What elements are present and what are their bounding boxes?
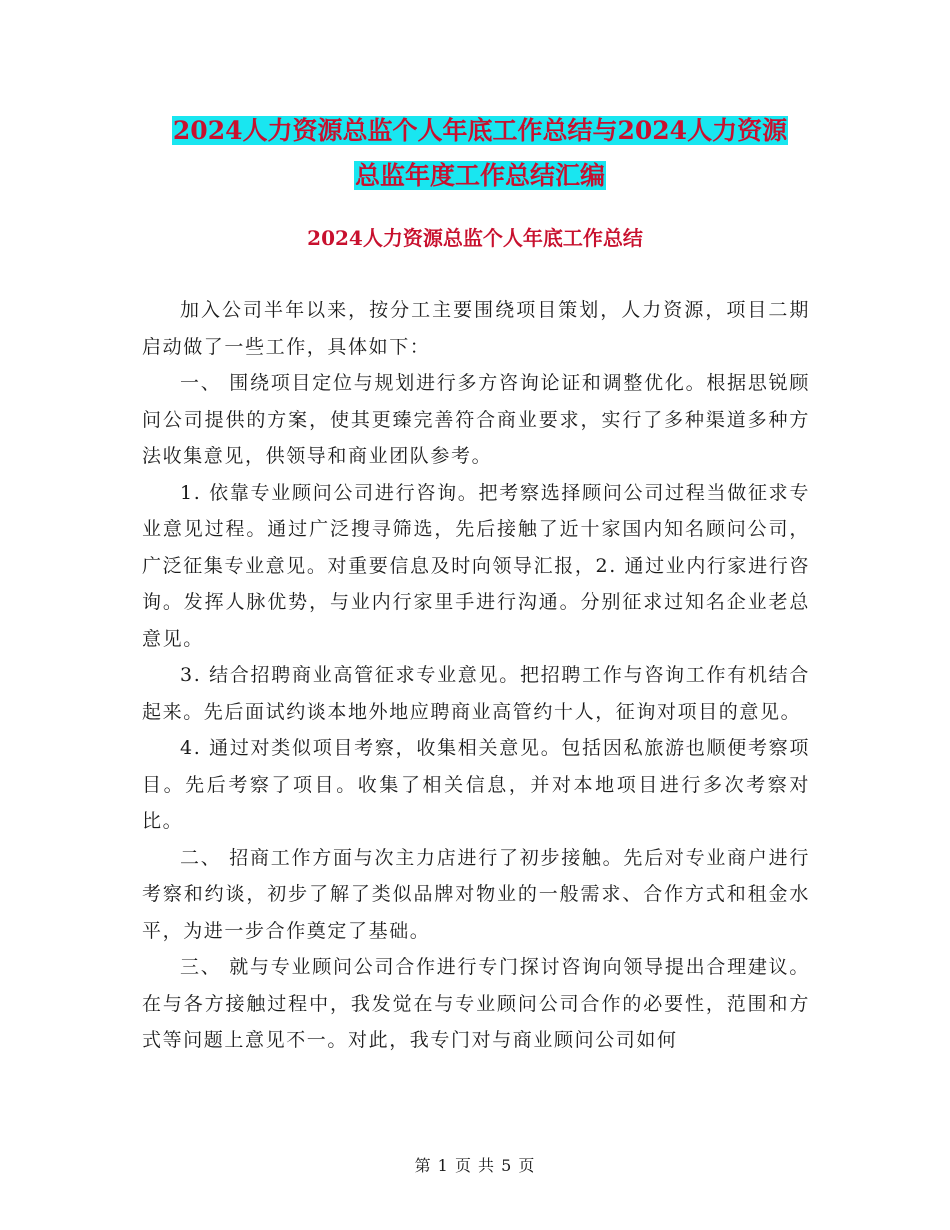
paragraph: 1. 依靠专业顾问公司进行咨询。把考察选择顾问公司过程当做征求专业意见过程。通过广泛搜寻筛选，先后接触了近十家国内知名顾问公司，广泛征集专业意见。对重要信息及时向领导汇报，2. 通过业内行家进行咨询。发挥人脉优势，与业内行家里手进行沟通。分别征求过知名企业老总意见。 <box>142 481 810 650</box>
paragraph: 一、 围绕项目定位与规划进行多方咨询论证和调整优化。根据思锐顾问公司提供的方案，使其更臻完善符合商业要求，实行了多种渠道多种方法收集意见，供领导和商业团队参考。 <box>142 372 810 467</box>
title-line-2: 总监年度工作总结汇编 <box>354 161 605 190</box>
paragraph: 4. 通过对类似项目考察，收集相关意见。包括因私旅游也顺便考察项目。先后考察了项目。收集了相关信息，并对本地项目进行多次考察对比。 <box>142 737 810 832</box>
document-body <box>142 292 810 1059</box>
paragraph: 3. 结合招聘商业高管征求专业意见。把招聘工作与咨询工作有机结合起来。先后面试约谈本地外地应聘商业高管约十人，征询对项目的意见。 <box>142 664 810 723</box>
document-title <box>140 108 820 198</box>
section-title: 2024人力资源总监个人年底工作总结 <box>307 226 643 250</box>
title-line-1: 2024人力资源总监个人年底工作总结与2024人力资源 <box>172 116 788 145</box>
paragraph: 二、 招商工作方面与次主力店进行了初步接触。先后对专业商户进行考察和约谈，初步了解了类似品牌对物业的一般需求、合作方式和租金水平，为进一步合作奠定了基础。 <box>142 846 810 942</box>
paragraph: 加入公司半年以来，按分工主要围绕项目策划，人力资源，项目二期启动做了一些工作，具体如下： <box>142 299 810 358</box>
paragraph: 三、 就与专业顾问公司合作进行专门探讨咨询向领导提出合理建议。在与各方接触过程中，我发觉在与专业顾问公司合作的必要性，范围和方式等问题上意见不一。对此，我专门对与商业顾问公司如何 <box>142 956 810 1051</box>
page-footer: 第 1 页 共 5 页 <box>414 1156 536 1175</box>
